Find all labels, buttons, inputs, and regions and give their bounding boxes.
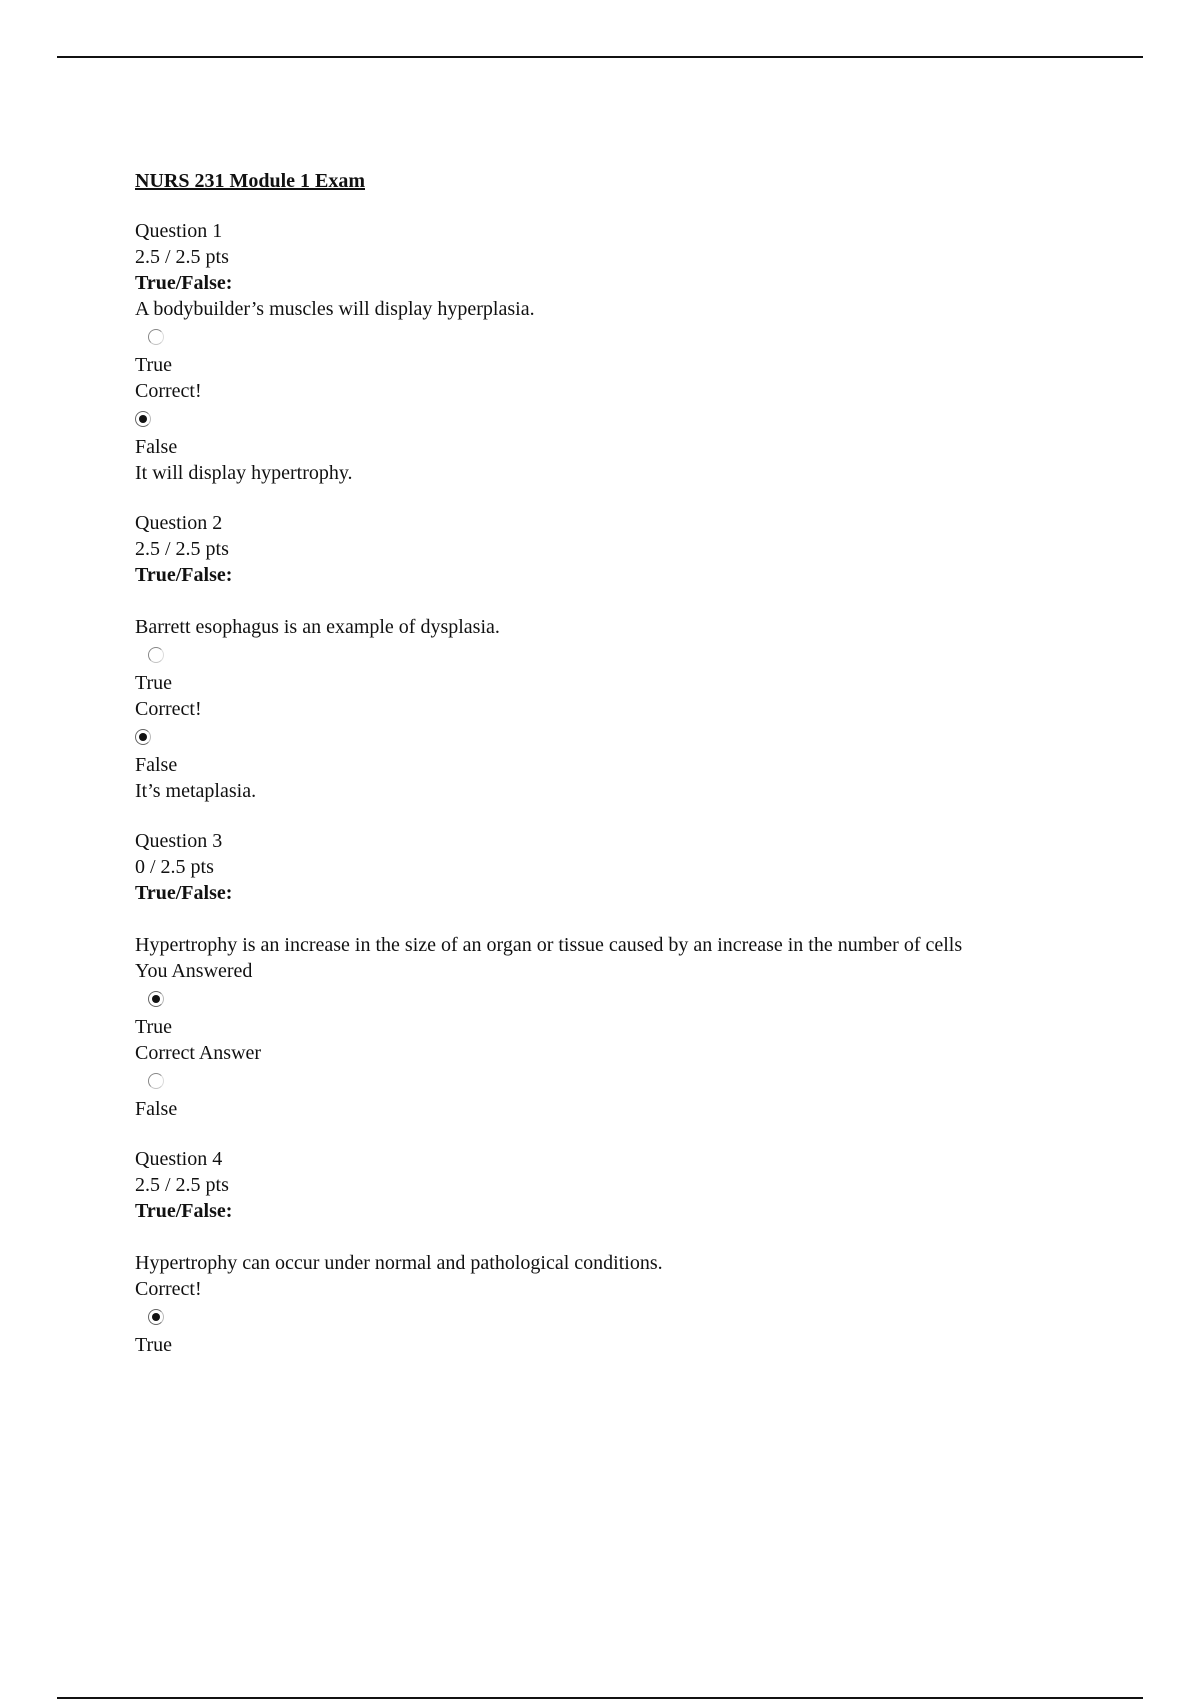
option-true-row — [135, 322, 1095, 352]
correct-tag: Correct! — [135, 380, 202, 402]
exam-content — [135, 168, 1095, 1382]
radio-true-checked[interactable] — [148, 991, 164, 1007]
option-true-label: True — [135, 1334, 173, 1356]
question-score: 2.5 / 2.5 pts — [135, 246, 229, 268]
radio-false-checked[interactable] — [135, 729, 151, 745]
option-false-row — [135, 404, 1095, 434]
spacer — [135, 588, 1095, 614]
correct-tag: Correct! — [135, 698, 202, 720]
question-text: Barrett esophagus is an example of dysplasia. — [135, 616, 500, 638]
question-text: Hypertrophy is an increase in the size of an organ or tissue caused by an increase in the number of cells — [135, 934, 963, 956]
question-label: Question 3 — [135, 830, 223, 852]
question-2 — [135, 510, 1095, 804]
correct-answer-tag: Correct Answer — [135, 1042, 262, 1064]
you-answered-tag: You Answered — [135, 960, 253, 982]
option-false-label: False — [135, 436, 178, 458]
question-type: True/False: — [135, 1200, 233, 1222]
question-3 — [135, 828, 1095, 1122]
radio-false-checked[interactable] — [135, 411, 151, 427]
option-false-label: False — [135, 1098, 178, 1120]
question-label: Question 4 — [135, 1148, 223, 1170]
question-text: A bodybuilder’s muscles will display hyperplasia. — [135, 298, 535, 320]
answer-feedback: It’s metaplasia. — [135, 780, 257, 802]
question-text: Hypertrophy can occur under normal and pathological conditions. — [135, 1252, 663, 1274]
question-4 — [135, 1146, 1095, 1358]
question-label: Question 2 — [135, 512, 223, 534]
option-true-label: True — [135, 672, 173, 694]
question-1 — [135, 218, 1095, 486]
option-true-label: True — [135, 1016, 173, 1038]
option-true-label: True — [135, 354, 173, 376]
option-false-row — [135, 1066, 1095, 1096]
correct-tag: Correct! — [135, 1278, 202, 1300]
radio-true-unchecked[interactable] — [148, 647, 164, 663]
option-false-label: False — [135, 754, 178, 776]
radio-false-unchecked[interactable] — [148, 1073, 164, 1089]
footer-rule — [57, 1697, 1143, 1699]
question-score: 0 / 2.5 pts — [135, 856, 214, 878]
spacer — [135, 1224, 1095, 1250]
question-label: Question 1 — [135, 220, 223, 242]
question-type: True/False: — [135, 272, 233, 294]
radio-true-unchecked[interactable] — [148, 329, 164, 345]
question-score: 2.5 / 2.5 pts — [135, 538, 229, 560]
question-score: 2.5 / 2.5 pts — [135, 1174, 229, 1196]
option-true-row — [135, 640, 1095, 670]
answer-feedback: It will display hypertrophy. — [135, 462, 353, 484]
question-type: True/False: — [135, 564, 233, 586]
spacer — [135, 906, 1095, 932]
page-title: NURS 231 Module 1 Exam — [135, 170, 366, 192]
question-type: True/False: — [135, 882, 233, 904]
option-false-row — [135, 722, 1095, 752]
radio-true-checked[interactable] — [148, 1309, 164, 1325]
option-true-row — [135, 1302, 1095, 1332]
option-true-row — [135, 984, 1095, 1014]
header-rule — [57, 56, 1143, 58]
